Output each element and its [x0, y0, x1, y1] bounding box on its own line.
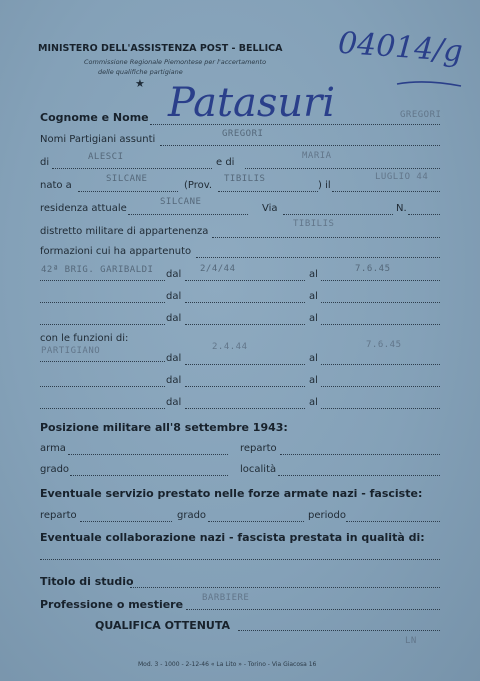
function-1-from-line [185, 364, 305, 365]
axis-service-heading: Eventuale servizio prestato nelle forze armate nazi - fasciste: [40, 487, 423, 500]
formation-1-from-label: dal [166, 269, 182, 280]
formation-1-value: 42ª BRIG. GARIBALDI [41, 265, 154, 275]
birthplace-label: nato a [40, 180, 72, 191]
function-2-line [40, 386, 165, 387]
birthplace-value: SILCANE [106, 174, 148, 184]
father-line [52, 168, 212, 169]
qualification-label: QUALIFICA OTTENUTA [95, 619, 231, 632]
district-label: distretto militare di appartenenza [40, 226, 209, 237]
function-1-to-value: 7.6.45 [366, 340, 402, 350]
district-line [212, 237, 440, 238]
location-label: località [240, 464, 277, 475]
function-3-to-label: al [309, 397, 318, 408]
service-rank-label: grado [177, 510, 207, 521]
education-line [130, 587, 440, 588]
star-icon: ★ [135, 77, 145, 90]
residence-line [128, 214, 248, 215]
surname-handwritten: Patasuri [168, 80, 336, 126]
formation-3-to-line [321, 324, 440, 325]
function-3-line [40, 408, 165, 409]
district-value: TIBILIS [293, 219, 335, 229]
function-3-to-line [321, 408, 440, 409]
formation-3-to-label: al [309, 313, 318, 324]
profession-line [186, 609, 440, 610]
birthdate-label: ) il [318, 180, 331, 191]
formation-2-from-line [185, 302, 305, 303]
function-1-to-label: al [309, 353, 318, 364]
function-2-from-line [185, 386, 305, 387]
father-value: ALESCI [88, 152, 124, 162]
formation-2-to-label: al [309, 291, 318, 302]
province-line [218, 191, 318, 192]
department-label: reparto [240, 443, 277, 454]
weapon-line [68, 454, 228, 455]
formation-1-from-line [185, 280, 305, 281]
province-value: TIBILIS [224, 174, 266, 184]
file-number: 04014/g [336, 25, 464, 70]
ministry-title: MINISTERO DELL'ASSISTENZA POST - BELLICA [38, 43, 283, 54]
profession-value: BARBIERE [202, 593, 250, 603]
partisan-names-line [160, 145, 440, 146]
birthplace-line [78, 191, 178, 192]
formation-3-from-line [185, 324, 305, 325]
birthdate-value: LUGLIO 44 [375, 172, 429, 182]
function-1-value: PARTIGIANO [41, 346, 101, 356]
service-department-label: reparto [40, 510, 77, 521]
formation-2-from-label: dal [166, 291, 182, 302]
formation-1-to-line [321, 280, 440, 281]
education-label: Titolo di studio [40, 575, 134, 588]
service-department-line [80, 521, 172, 522]
function-1-from-value: 2.4.44 [212, 342, 248, 352]
collaboration-heading: Eventuale collaborazione nazi - fascista prestata in qualità di: [40, 531, 425, 544]
partisan-names-label: Nomi Partigiani assunti [40, 134, 156, 145]
formation-3-from-label: dal [166, 313, 182, 324]
commission-line-2: delle qualifiche partigiane [98, 68, 183, 76]
functions-label: con le funzioni di: [40, 333, 129, 344]
street-line [283, 214, 393, 215]
rank-line [70, 475, 228, 476]
location-line [278, 475, 440, 476]
mother-label: e di [216, 157, 235, 168]
rank-label: grado [40, 464, 70, 475]
formation-2-line [40, 302, 165, 303]
file-number-underline [395, 78, 465, 92]
function-2-to-label: al [309, 375, 318, 386]
function-3-from-line [185, 408, 305, 409]
residence-value: SILCANE [160, 197, 202, 207]
department-line [280, 454, 440, 455]
printer-footer: Mod. 3 - 1000 - 2-12-46 « La Lito » - Torino - Via Giacosa 16 [138, 661, 317, 668]
service-period-line [346, 521, 440, 522]
function-2-to-line [321, 386, 440, 387]
commission-line-1: Commissione Regionale Piemontese per l'accertamento [84, 58, 267, 66]
collaboration-line [40, 559, 440, 560]
weapon-label: arma [40, 443, 66, 454]
service-rank-line [208, 521, 304, 522]
father-label: di [40, 157, 50, 168]
residence-label: residenza attuale [40, 203, 127, 214]
formation-2-to-line [321, 302, 440, 303]
service-period-label: periodo [308, 510, 346, 521]
function-1-line [40, 361, 165, 362]
qualification-line [238, 630, 440, 631]
partisan-names-value: GREGORI [222, 129, 264, 139]
formation-1-from-value: 2/4/44 [200, 264, 236, 274]
province-label: (Prov. [184, 180, 213, 191]
mother-line [245, 168, 440, 169]
formation-1-line [40, 280, 165, 281]
surname-name-label: Cognome e Nome [40, 111, 149, 124]
military-position-heading: Posizione militare all'8 settembre 1943: [40, 421, 288, 434]
birthdate-line [332, 191, 440, 192]
formations-label: formazioni cui ha appartenuto [40, 246, 192, 257]
function-1-to-line [321, 364, 440, 365]
qualification-mark: LN [405, 636, 417, 646]
function-1-from-label: dal [166, 353, 182, 364]
function-2-from-label: dal [166, 375, 182, 386]
number-line [408, 214, 440, 215]
street-label: Via [262, 203, 278, 214]
formation-3-line [40, 324, 165, 325]
formations-header-line [196, 257, 440, 258]
formation-1-to-label: al [309, 269, 318, 280]
name-typed: GREGORI [400, 110, 442, 120]
profession-label: Professione o mestiere [40, 598, 184, 611]
function-3-from-label: dal [166, 397, 182, 408]
mother-value: MARIA [302, 151, 332, 161]
formation-1-to-value: 7.6.45 [355, 264, 391, 274]
number-label: N. [396, 203, 407, 214]
